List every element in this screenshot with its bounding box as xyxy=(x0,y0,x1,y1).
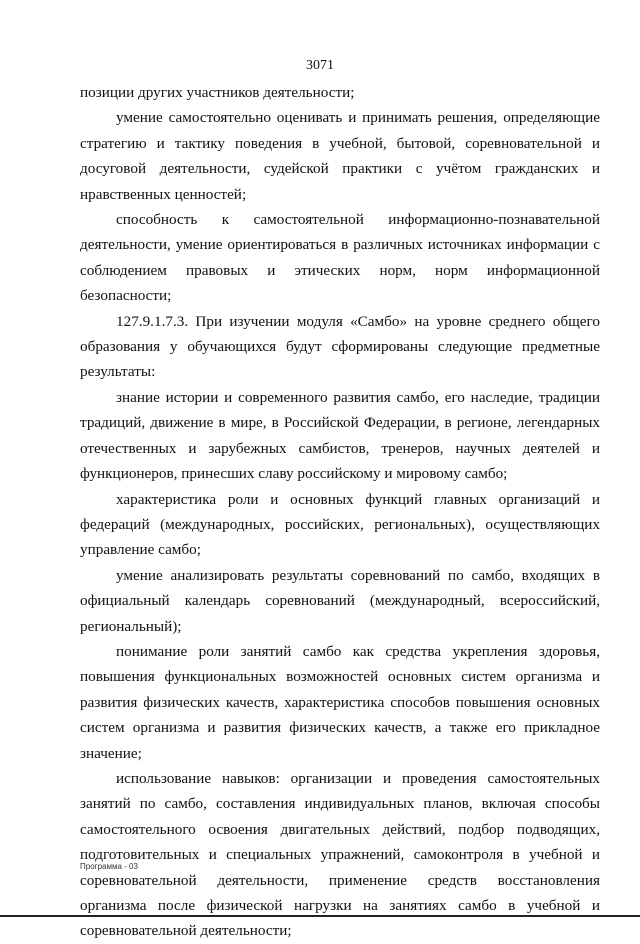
paragraph-8: понимание роли занятий самбо как средства укрепления здоровья, повышения функциональных возможностей основных систем организма и развития физических качеств, характеристика способов повышения основных систем организма и развития физических качеств, а также его прикладное значение; xyxy=(80,642,600,762)
document-body xyxy=(80,80,600,944)
page-number: 3071 xyxy=(306,58,334,73)
page-bottom-edge xyxy=(0,915,640,917)
paragraph-4: 127.9.1.7.3. При изучении модуля «Самбо» на уровне среднего общего образования у обучающихся будут сформированы следующие предметные результаты: xyxy=(80,312,600,381)
paragraph-3: способность к самостоятельной информационно-познавательной деятельности, умение ориентироваться в различных источниках информации с соблюдением правовых и этических норм, норм информационной безопасности; xyxy=(80,211,600,305)
paragraph-7: умение анализировать результаты соревнований по самбо, входящих в официальный календарь соревнований (международный, всероссийский, региональный); xyxy=(80,566,600,635)
paragraph-2: умение самостоятельно оценивать и принимать решения, определяющие стратегию и тактику поведения в учебной, бытовой, соревновательной и досуговой деятельности, судейской практики с учётом гражданских и нравственных ценностей; xyxy=(80,109,600,203)
paragraph-1: позиции других участников деятельности; xyxy=(80,84,355,101)
paragraph-9: использование навыков: организации и проведения самостоятельных занятий по самбо, составления индивидуальных планов, включая способы самостоятельного освоения двигательных действий, подбор подводящих, подготовительных и специальных упражнений, самоконтроля в учебной и соревновательной деятельности, применение средств восстановления организма после физической нагрузки на занятиях самбо в учебной и соревновательной деятельности; xyxy=(80,769,600,940)
paragraph-6: характеристика роли и основных функций главных организаций и федераций (международных, российских, региональных), осуществляющих управление самбо; xyxy=(80,490,600,559)
footer-program-label: Программа - 03 xyxy=(80,862,138,871)
paragraph-5: знание истории и современного развития самбо, его наследие, традиции традиций, движение в мире, в Российской Федерации, в регионе, легендарных отечественных и зарубежных самбистов, тренеров, научных деятелей и функционеров, принесших славу российскому и мировому самбо; xyxy=(80,388,600,483)
